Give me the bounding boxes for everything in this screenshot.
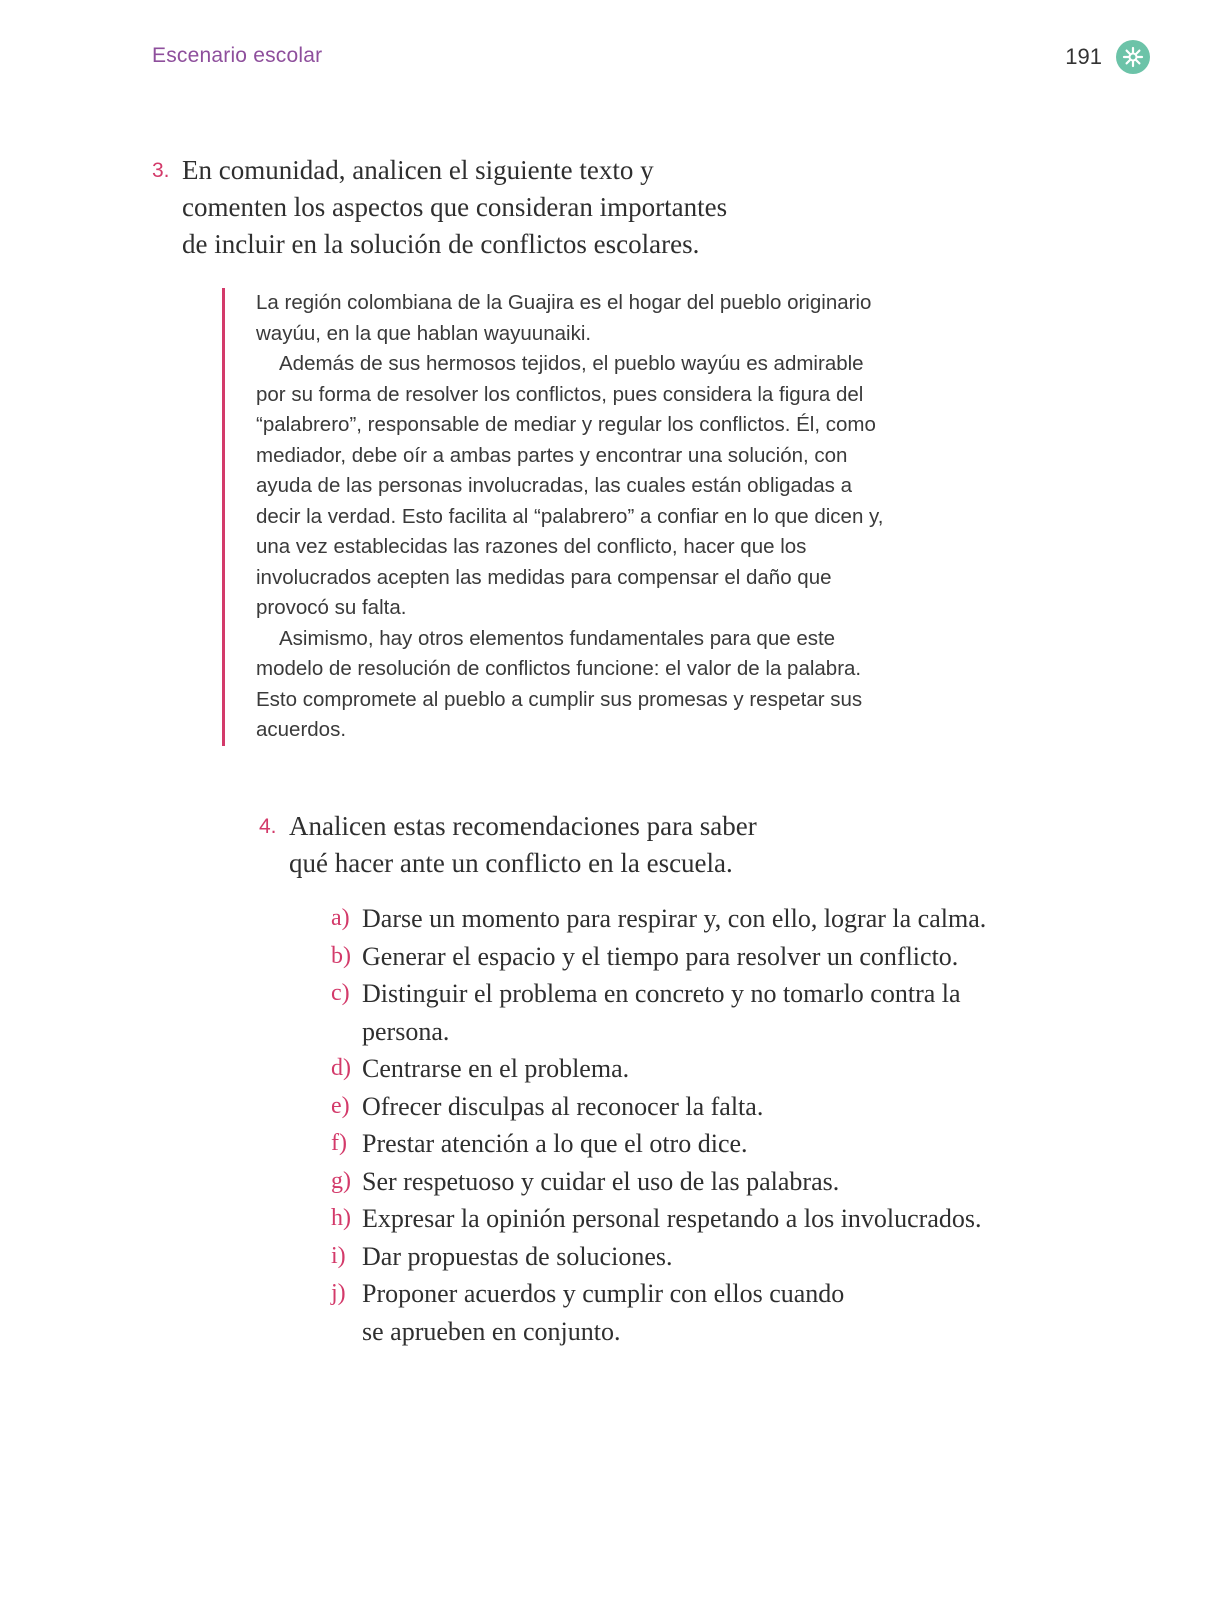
item-letter: i) xyxy=(331,1242,346,1269)
item-text: Prestar atención a lo que el otro dice. xyxy=(362,1129,748,1158)
list-item xyxy=(331,1088,1042,1126)
item-letter: h) xyxy=(331,1205,351,1231)
quote-paragraph: Además de sus hermosos tejidos, el pueblo wayúu es admirable por su forma de resolver los conflictos, pues considera la figura del “palabrero”, responsable de mediar y regular los conflictos. Él, como mediador, debe oír a ambas partes y encontrar una solución, con ayuda de las personas involucradas, las cuales están obligadas a decir la verdad. Esto facilita al “palabrero” a confiar en lo que dicen y, una vez establecidas las razones del conflicto, hacer que los involucrados acepten las medidas para compensar el daño que provocó su falta. xyxy=(256,352,884,619)
item-letter: e) xyxy=(331,1092,350,1119)
item-letter: b) xyxy=(331,942,351,969)
question-4 xyxy=(259,808,849,882)
page-number: 191 xyxy=(1065,44,1102,69)
list-item xyxy=(331,1050,1042,1088)
item-text: Ser respetuoso y cuidar el uso de las palabras. xyxy=(362,1166,840,1196)
question-line: En comunidad, analicen el siguiente texto y xyxy=(182,155,654,185)
question-line: qué hacer ante un conflicto en la escuela. xyxy=(289,848,733,878)
quote-paragraph: Asimismo, hay otros elementos fundamentales para que este modelo de resolución de conflictos funcione: el valor de la palabra. Esto compromete al pueblo a cumplir sus promesas y respetar sus acuerdos. xyxy=(256,626,863,741)
list-item xyxy=(331,900,1042,938)
list-item xyxy=(331,938,1042,976)
page-header-right xyxy=(1065,40,1150,74)
list-item xyxy=(331,1163,1042,1201)
item-text: Generar el espacio y el tiempo para resolver un conflicto. xyxy=(362,941,959,971)
list-item xyxy=(331,1275,862,1350)
item-letter: d) xyxy=(331,1055,351,1081)
flower-emblem-icon xyxy=(1116,40,1150,74)
list-item xyxy=(331,1125,1042,1163)
item-text: Ofrecer disculpas al reconocer la falta. xyxy=(362,1091,764,1121)
question-line: de incluir en la solución de conflictos escolares. xyxy=(182,229,700,259)
item-text: Distinguir el problema en concreto y no tomarlo contra la persona. xyxy=(362,979,961,1046)
item-text: Proponer acuerdos y cumplir con ellos cuando se aprueben en conjunto. xyxy=(362,1279,845,1346)
item-letter: c) xyxy=(331,980,350,1006)
question-line: Analicen estas recomendaciones para saber xyxy=(289,811,757,841)
question-number: 3. xyxy=(152,159,170,182)
item-letter: a) xyxy=(331,905,350,931)
item-text: Expresar la opinión personal respetando a los involucrados. xyxy=(362,1204,982,1233)
item-text: Dar propuestas de soluciones. xyxy=(362,1241,673,1271)
question-3 xyxy=(152,152,782,263)
recommendation-list xyxy=(331,900,1042,1350)
item-letter: j) xyxy=(331,1280,346,1306)
reading-quote xyxy=(222,288,896,746)
item-text: Darse un momento para respirar y, con ello, lograr la calma. xyxy=(362,904,987,933)
item-text: Centrarse en el problema. xyxy=(362,1054,630,1083)
question-number: 4. xyxy=(259,815,277,838)
item-letter: g) xyxy=(331,1167,351,1194)
list-item xyxy=(331,1200,1042,1238)
question-line: comenten los aspectos que consideran importantes xyxy=(182,192,728,222)
list-item xyxy=(331,1238,1042,1276)
list-item xyxy=(331,975,962,1050)
quote-paragraph: La región colombiana de la Guajira es el hogar del pueblo originario wayúu, en la que hablan wayuunaiki. xyxy=(256,291,872,345)
item-letter: f) xyxy=(331,1130,347,1156)
section-title: Escenario escolar xyxy=(152,44,323,67)
